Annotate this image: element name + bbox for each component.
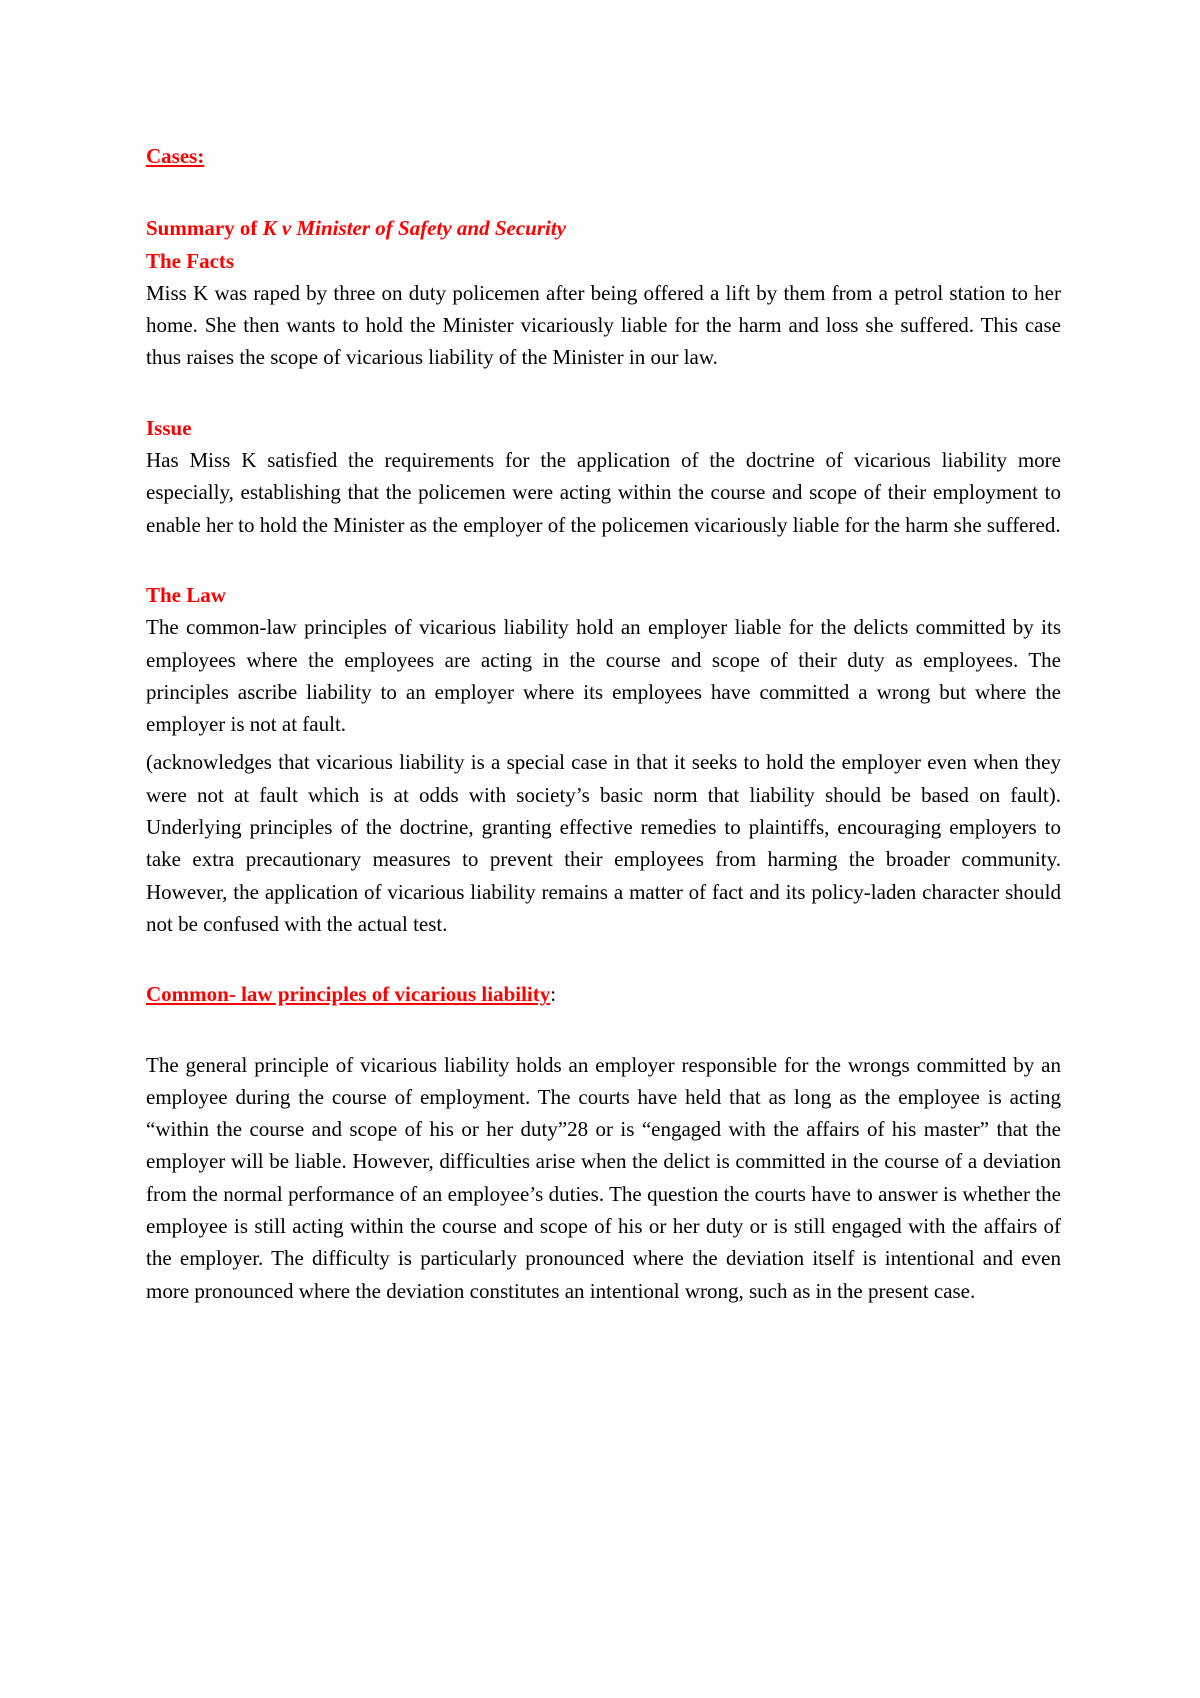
cases-heading: Cases: (146, 144, 205, 168)
law-paragraph-2: (acknowledges that vicarious liability is a special case in that it seeks to hold the employer even when they were not at fault which is at odds with society’s basic norm that liability should be based on fault). Underlying principles of the doctrine, granting effective remedies to plaintiffs, encouraging employers to take extra precautionary measures to prevent their employees from harming the broader community. However, the application of vicarious liability remains a matter of fact and its policy-laden character should not be confused with the actual test. (146, 750, 1061, 936)
case-name: K v Minister of Safety and Security (262, 216, 567, 241)
principles-heading-colon: : (550, 982, 557, 1007)
summary-prefix: Summary of (146, 216, 263, 241)
law-heading: The Law (146, 582, 226, 607)
facts-text: Miss K was raped by three on duty policemen after being offered a lift by them from a petrol station to her home. She then wants to hold the Minister vicariously liable for the harm and loss she suffered. This case thus raises the scope of vicarious liability of the Minister in our law. (146, 280, 1061, 370)
issue-heading: Issue (146, 415, 192, 440)
principles-heading: Common- law principles of vicarious liability (146, 982, 551, 1007)
document-page (146, 140, 1061, 1307)
principles-heading-line (146, 978, 1061, 1010)
principles-text: The general principle of vicarious liability holds an employer responsible for the wrongs committed by an employee during the course of employment. The courts have held that as long as the employee is acting “within the course and scope of his or her duty”28 or is “engaged with the affairs of his master” that the employer will be liable. However, difficulties arise when the delict is committed in the course of a deviation from the normal performance of an employee’s duties. The question the courts have to answer is whether the employee is still acting within the course and scope of his or her duty or is still engaged with the affairs of the employer. The difficulty is particularly pronounced where the deviation itself is intentional and even more pronounced where the deviation constitutes an intentional wrong, such as in the present case. (146, 1052, 1061, 1303)
issue-text: Has Miss K satisfied the requirements for the application of the doctrine of vicarious liability more especially, establishing that the policemen were acting within the course and scope of their employment to enable her to hold the Minister as the employer of the policemen vicariously liable for the harm she suffered. (146, 448, 1061, 537)
facts-heading: The Facts (146, 248, 235, 273)
case-summary-title (146, 212, 1061, 244)
law-paragraph-1: The common-law principles of vicarious liability hold an employer liable for the delicts committed by its employees where the employees are acting in the course and scope of their duty as employees. The principles ascribe liability to an employer where its employees have committed a wrong but where the employer is not at fault. (146, 615, 1061, 737)
